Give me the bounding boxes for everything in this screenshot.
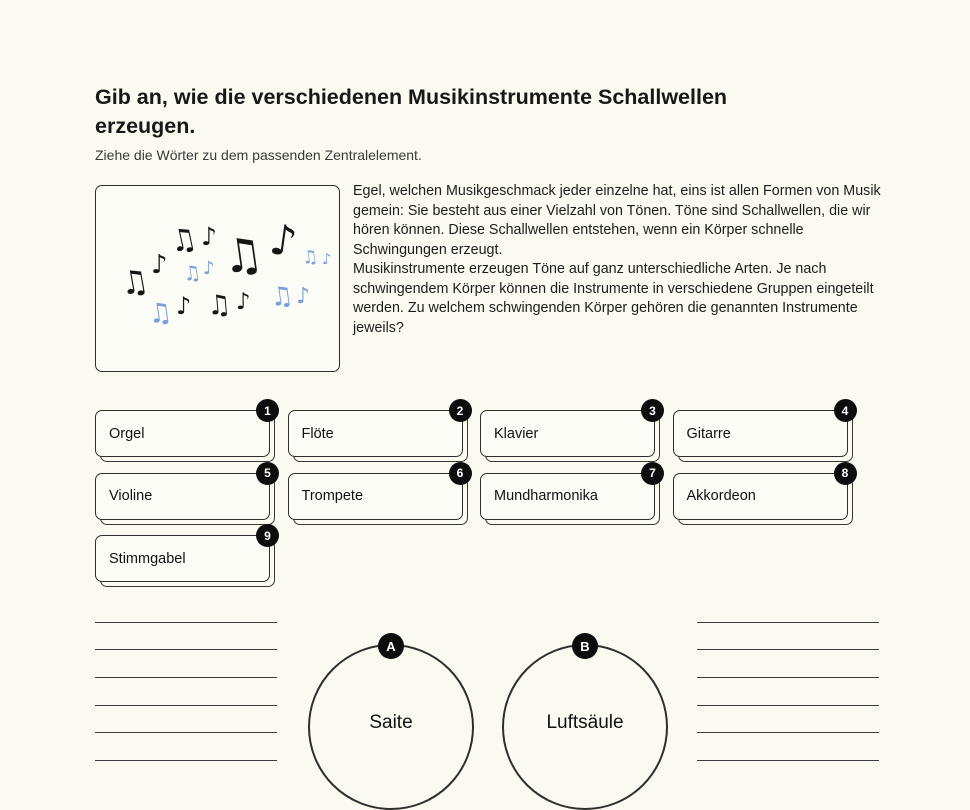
word-number-badge: 5 <box>256 462 279 485</box>
answer-line <box>95 650 277 678</box>
word-label: Orgel <box>109 425 145 442</box>
word-label: Klavier <box>494 425 539 442</box>
word-card-flte[interactable] <box>288 403 464 457</box>
answer-line <box>697 595 879 623</box>
music-note-icon: ♫ <box>145 296 175 331</box>
music-note-icon: ♪ <box>296 284 311 309</box>
word-label: Stimmgabel <box>109 550 186 567</box>
answer-line <box>697 733 879 761</box>
answer-line <box>95 595 277 623</box>
word-label: Akkordeon <box>686 488 756 504</box>
music-note-icon: ♪ <box>236 289 251 315</box>
word-number-badge: 6 <box>449 462 472 485</box>
page-title: Gib an, wie die verschiedenen Musikinstrumente Schallwellen erzeugen. <box>95 85 728 138</box>
word-number-badge: 9 <box>256 524 279 547</box>
word-number-badge: 7 <box>641 462 664 485</box>
music-note-icon: ♫ <box>205 289 233 322</box>
target-label-saite: Saite <box>369 712 413 733</box>
music-notes-image <box>95 185 340 372</box>
music-note-icon: ♫ <box>300 245 320 270</box>
word-number-badge: 3 <box>641 399 664 422</box>
music-note-icon: ♪ <box>151 250 168 280</box>
music-note-icon: ♪ <box>322 250 332 268</box>
music-note-icon: ♪ <box>266 214 301 267</box>
music-note-icon: ♫ <box>218 225 267 285</box>
word-label: Violine <box>109 488 153 504</box>
word-number-badge: 2 <box>449 399 472 422</box>
answer-line <box>697 623 879 651</box>
word-card-violine[interactable] <box>95 466 271 520</box>
answer-line <box>697 678 879 706</box>
word-card-trompete[interactable] <box>288 466 464 520</box>
word-card-gitarre[interactable] <box>673 403 849 457</box>
music-note-icon: ♫ <box>116 260 152 304</box>
target-letter-badge-a: A <box>378 633 404 659</box>
word-number-badge: 8 <box>834 462 857 485</box>
answer-lines-right <box>697 595 879 761</box>
word-card-mundharmonika[interactable] <box>480 466 656 520</box>
word-label: Flöte <box>301 425 334 442</box>
task-instructions: Ziehe die Wörter zu dem passenden Zentralelement. <box>95 147 422 163</box>
target-circle-luftsaeule[interactable] <box>502 638 668 810</box>
music-note-icon: ♫ <box>268 280 296 314</box>
word-cards <box>95 403 849 582</box>
music-note-icon: ♪ <box>203 258 215 279</box>
answer-line <box>95 706 277 734</box>
answer-line <box>95 733 277 761</box>
target-circle-saite[interactable] <box>308 638 474 810</box>
target-letter-badge-b: B <box>572 633 598 659</box>
word-label: Gitarre <box>686 425 731 442</box>
intro-paragraph-1: Egel, welchen Musikgeschmack jeder einzelne hat, eins ist allen Formen von Musik gemein: Sie besteht aus einer Vielzahl von Tönen. Töne sind Schallwellen, die wir hören können. Diese Schallwellen entstehen, wenn ein Körper schnelle Schwingungen erzeugt. <box>353 183 881 258</box>
word-number-badge: 1 <box>256 399 279 422</box>
word-card-stimmgabel[interactable] <box>95 528 271 582</box>
music-note-icon: ♪ <box>201 222 217 251</box>
target-label-luftsaeule: Luftsäule <box>546 712 624 733</box>
word-number-badge: 4 <box>834 399 857 422</box>
music-note-icon: ♫ <box>166 220 201 261</box>
intro-text <box>353 182 885 338</box>
word-label: Trompete <box>301 488 364 504</box>
answer-line <box>95 678 277 706</box>
answer-lines-left <box>95 595 277 761</box>
music-note-icon: ♪ <box>176 292 192 320</box>
intro-paragraph-2: Musikinstrumente erzeugen Töne auf ganz unterschiedliche Arten. Je nach schwingendem Körper können die Instrumente in verschiedene Gruppen eingeteilt werden. Zu welchem schwingenden Körper gehören die genannten Instrumente jeweils? <box>353 261 874 336</box>
answer-line <box>95 623 277 651</box>
word-card-orgel[interactable] <box>95 403 271 457</box>
word-label: Mundharmonika <box>494 488 598 504</box>
word-card-akkordeon[interactable] <box>673 466 849 520</box>
music-note-icon: ♫ <box>181 259 203 287</box>
word-card-klavier[interactable] <box>480 403 656 457</box>
answer-line <box>697 650 879 678</box>
answer-line <box>697 706 879 734</box>
